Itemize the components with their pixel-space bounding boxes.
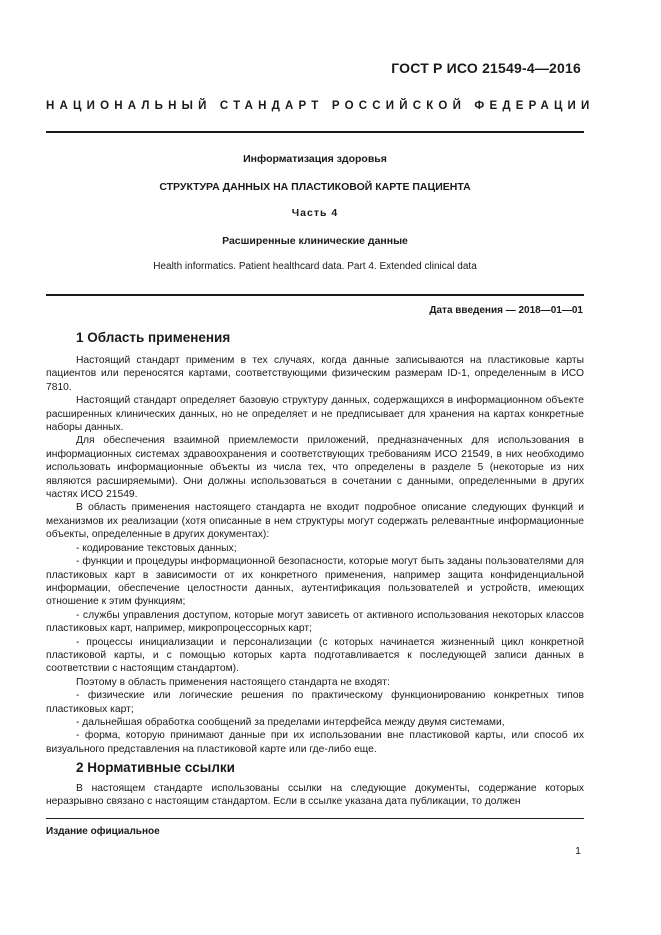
paragraph: Настоящий стандарт определяет базовую структуру данных, содержащихся в информационном объекте расширенных клинических данных, но не определяет и не предписывает для хранения на картах конкретные наборы данных. xyxy=(46,395,584,434)
section2-body xyxy=(46,782,584,809)
paragraph: Для обеспечения взаимной приемлемости приложений, предназначенных для использования в информационных системах здравоохранения и соответствующих требованиям ИСО 21549, в них необходимо использовать информационные объекты из числа тех, что определены в разделе 5 (некоторые из них являются расширяемыми). Они должны использоваться в сочетании с данными, определенными в других частях ИСО 21549. xyxy=(46,435,584,501)
header-divider xyxy=(46,131,584,133)
section1-heading: 1 Область применения xyxy=(76,330,231,345)
list-item: - кодирование текстовых данных; xyxy=(76,542,237,554)
section1-body xyxy=(46,354,584,756)
list-item: - физические или логические решения по практическому функционированию конкретных типов пластиковых карт; xyxy=(46,690,584,715)
document-number: ГОСТ Р ИСО 21549-4—2016 xyxy=(391,60,581,76)
paragraph: В настоящем стандарте использованы ссылки на следующие документы, содержание которых неразрывно связано с настоящим стандартом. Если в ссылке указана дата публикации, то должен xyxy=(46,783,584,808)
list-item: - службы управления доступом, которые могут зависеть от активного использования некоторых классов пластиковых карт, например, микропроцессорных карт; xyxy=(46,609,584,635)
list-item: - форма, которую принимают данные при их использовании вне пластиковой карты, или способ их визуального представления на пластиковой карте или где-либо еще. xyxy=(46,730,584,755)
footer-divider xyxy=(46,818,584,819)
list-item: - дальнейшая обработка сообщений за пределами интерфейса между двумя системами, xyxy=(76,716,505,728)
list-item: - процессы инициализации и персонализации (с которых начинается жизненный цикл конкретной пластиковой карты, и с помощью которых карта подготавливается к последующей записи данных в соответствии с настоящим стандартом). xyxy=(46,636,584,675)
paragraph: В область применения настоящего стандарта не входит подробное описание следующих функций и механизмов их реализации (хотя описанные в нем структуры могут содержать релевантные информационные объекты, определенные в других документах): xyxy=(46,502,584,541)
title-part: Часть 4 xyxy=(291,207,339,219)
section2-heading: 2 Нормативные ссылки xyxy=(76,760,235,775)
paragraph: Поэтому в область применения настоящего стандарта не входят: xyxy=(76,676,390,688)
edition-label: Издание официальное xyxy=(46,826,160,837)
title-divider xyxy=(46,294,584,296)
national-standard-banner: НАЦИОНАЛЬНЫЙ СТАНДАРТ РОССИЙСКОЙ ФЕДЕРАЦИИ xyxy=(46,100,595,112)
page-number: 1 xyxy=(575,845,581,857)
title-line1: Информатизация здоровья xyxy=(243,153,387,165)
title-subtitle: Расширенные клинические данные xyxy=(222,235,408,247)
title-english: Health informatics. Patient healthcard data. Part 4. Extended clinical data xyxy=(153,261,477,272)
list-item: - функции и процедуры информационной безопасности, которые могут быть заданы пользователями для пластиковых карт в зависимости от их конкретного применения, например защита конфиденциальной информации, обеспечение целостности данных, аутентификация пользователей и устройств, имеющих отношение к этим функциям; xyxy=(46,556,584,608)
introduction-date: Дата введения — 2018—01—01 xyxy=(429,305,583,316)
paragraph: Настоящий стандарт применим в тех случаях, когда данные записываются на пластиковые карты пациентов или переносятся картами, соответствующими физическим размерам ID-1, определенным в ИСО 7810. xyxy=(46,355,584,393)
title-line2: СТРУКТУРА ДАННЫХ НА ПЛАСТИКОВОЙ КАРТЕ ПАЦИЕНТА xyxy=(159,181,471,193)
